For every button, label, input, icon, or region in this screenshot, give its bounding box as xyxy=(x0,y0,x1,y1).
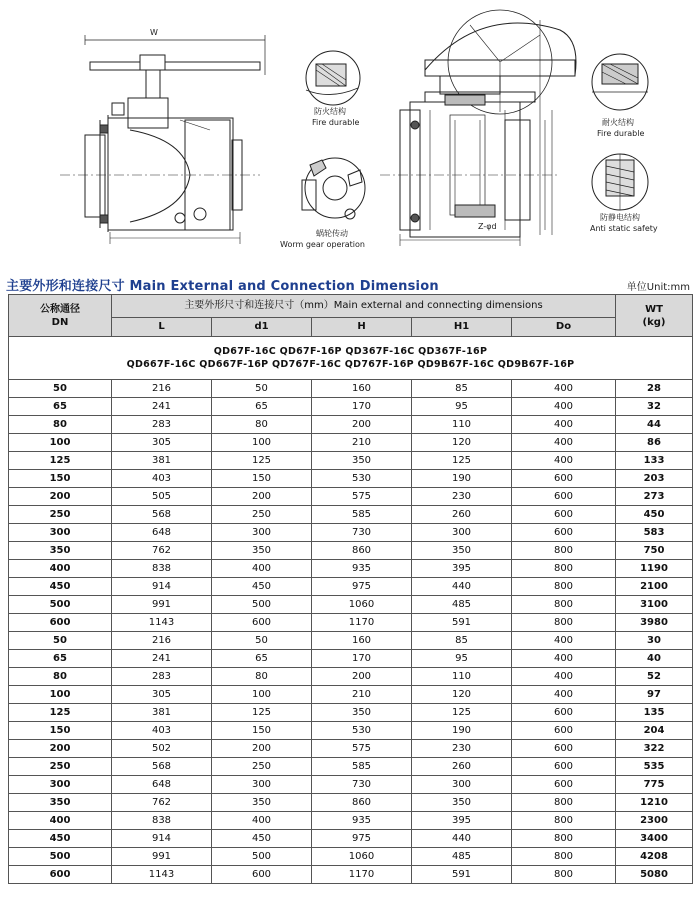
cell-d1: 80 xyxy=(212,416,312,434)
table-row xyxy=(9,398,693,416)
cell-d1: 500 xyxy=(212,848,312,866)
anti-static-en-label: Anti static safety xyxy=(590,224,658,233)
cell-h: 935 xyxy=(312,560,412,578)
cell-h1: 85 xyxy=(412,380,512,398)
cell-h: 860 xyxy=(312,542,412,560)
cell-do: 400 xyxy=(512,380,616,398)
cell-l: 648 xyxy=(112,524,212,542)
cell-dn: 100 xyxy=(9,686,112,704)
cell-l: 381 xyxy=(112,704,212,722)
cell-do: 400 xyxy=(512,434,616,452)
group-header: 主要外形尺寸和连接尺寸（mm）Main external and connecting dimensions xyxy=(112,295,616,318)
cell-l: 1143 xyxy=(112,866,212,884)
cell-dn: 400 xyxy=(9,560,112,578)
wt-header-en: WT xyxy=(645,303,663,315)
cell-wt: 3400 xyxy=(616,830,693,848)
cell-do: 600 xyxy=(512,488,616,506)
cell-d1: 100 xyxy=(212,434,312,452)
table-row xyxy=(9,866,693,884)
cell-h1: 120 xyxy=(412,434,512,452)
cell-do: 800 xyxy=(512,614,616,632)
cell-d1: 250 xyxy=(212,506,312,524)
cell-h: 585 xyxy=(312,506,412,524)
cell-wt: 30 xyxy=(616,632,693,650)
cell-h1: 230 xyxy=(412,488,512,506)
cell-d1: 400 xyxy=(212,812,312,830)
cell-l: 241 xyxy=(112,650,212,668)
cell-h1: 260 xyxy=(412,758,512,776)
cell-wt: 2300 xyxy=(616,812,693,830)
cell-wt: 5080 xyxy=(616,866,693,884)
cell-dn: 200 xyxy=(9,488,112,506)
cell-dn: 250 xyxy=(9,758,112,776)
cell-d1: 150 xyxy=(212,470,312,488)
cell-l: 283 xyxy=(112,416,212,434)
technical-drawings xyxy=(0,0,700,270)
dn-header-cn: 公称通径 xyxy=(40,303,80,315)
cell-do: 800 xyxy=(512,830,616,848)
cell-do: 600 xyxy=(512,470,616,488)
table-row xyxy=(9,848,693,866)
cell-dn: 80 xyxy=(9,668,112,686)
cell-h1: 395 xyxy=(412,560,512,578)
cell-do: 400 xyxy=(512,650,616,668)
cell-h: 975 xyxy=(312,830,412,848)
col-header-d1: d1 xyxy=(212,318,312,337)
cell-h: 170 xyxy=(312,398,412,416)
cell-l: 991 xyxy=(112,848,212,866)
cell-h: 160 xyxy=(312,632,412,650)
cell-do: 400 xyxy=(512,452,616,470)
cell-d1: 150 xyxy=(212,722,312,740)
cell-l: 505 xyxy=(112,488,212,506)
cell-h1: 95 xyxy=(412,398,512,416)
table-row xyxy=(9,542,693,560)
unit-label: 单位Unit:mm xyxy=(626,282,690,293)
cell-wt: 583 xyxy=(616,524,693,542)
cell-dn: 65 xyxy=(9,650,112,668)
wt-header-unit: (kg) xyxy=(642,316,666,328)
cell-wt: 32 xyxy=(616,398,693,416)
cell-dn: 150 xyxy=(9,470,112,488)
models-line-2: QD667F-16C QD667F-16P QD767F-16C QD767F-16P QD9B67F-16C QD9B67F-16P xyxy=(126,359,575,370)
cell-h: 170 xyxy=(312,650,412,668)
cell-dn: 500 xyxy=(9,848,112,866)
cell-l: 762 xyxy=(112,542,212,560)
cell-do: 800 xyxy=(512,542,616,560)
worm-gear-en-label: Worm gear operation xyxy=(280,240,365,249)
cell-h: 210 xyxy=(312,686,412,704)
cell-dn: 100 xyxy=(9,434,112,452)
cell-h1: 190 xyxy=(412,722,512,740)
cell-h: 350 xyxy=(312,704,412,722)
cell-l: 403 xyxy=(112,470,212,488)
cell-l: 1143 xyxy=(112,614,212,632)
cell-d1: 400 xyxy=(212,560,312,578)
cell-wt: 40 xyxy=(616,650,693,668)
cell-do: 800 xyxy=(512,596,616,614)
cell-h: 730 xyxy=(312,776,412,794)
table-row xyxy=(9,650,693,668)
cell-h1: 125 xyxy=(412,704,512,722)
table-row xyxy=(9,686,693,704)
cell-dn: 600 xyxy=(9,614,112,632)
cell-h: 585 xyxy=(312,758,412,776)
cell-h: 210 xyxy=(312,434,412,452)
cell-l: 403 xyxy=(112,722,212,740)
dimension-table xyxy=(8,294,693,884)
cell-h1: 591 xyxy=(412,614,512,632)
cell-do: 600 xyxy=(512,722,616,740)
cell-dn: 300 xyxy=(9,524,112,542)
cell-wt: 4208 xyxy=(616,848,693,866)
cell-d1: 65 xyxy=(212,650,312,668)
fire-durable-en-label: Fire durable xyxy=(312,118,360,127)
table-row xyxy=(9,812,693,830)
cell-wt: 203 xyxy=(616,470,693,488)
cell-wt: 1210 xyxy=(616,794,693,812)
table-row xyxy=(9,452,693,470)
table-row xyxy=(9,416,693,434)
cell-l: 241 xyxy=(112,398,212,416)
cell-l: 914 xyxy=(112,578,212,596)
cell-do: 800 xyxy=(512,848,616,866)
cell-dn: 50 xyxy=(9,632,112,650)
cell-d1: 200 xyxy=(212,740,312,758)
table-row xyxy=(9,830,693,848)
dim-z-label: Z-φd xyxy=(478,222,497,231)
table-row xyxy=(9,470,693,488)
cell-wt: 450 xyxy=(616,506,693,524)
cell-dn: 300 xyxy=(9,776,112,794)
anti-static-cn-label: 防静电结构 xyxy=(600,213,640,222)
cell-dn: 125 xyxy=(9,452,112,470)
table-row xyxy=(9,614,693,632)
cell-wt: 133 xyxy=(616,452,693,470)
cell-wt: 135 xyxy=(616,704,693,722)
table-row xyxy=(9,794,693,812)
cell-l: 648 xyxy=(112,776,212,794)
cell-h1: 485 xyxy=(412,596,512,614)
cell-do: 400 xyxy=(512,668,616,686)
cell-d1: 250 xyxy=(212,758,312,776)
fire-durable-cn-label: 防火结构 xyxy=(314,107,346,116)
cell-l: 305 xyxy=(112,434,212,452)
cell-l: 838 xyxy=(112,560,212,578)
cell-wt: 1190 xyxy=(616,560,693,578)
cell-do: 800 xyxy=(512,866,616,884)
table-row xyxy=(9,434,693,452)
cell-h1: 120 xyxy=(412,686,512,704)
cell-dn: 350 xyxy=(9,542,112,560)
cell-do: 600 xyxy=(512,758,616,776)
cell-do: 800 xyxy=(512,812,616,830)
models-row xyxy=(9,337,693,380)
cell-d1: 500 xyxy=(212,596,312,614)
cell-l: 568 xyxy=(112,506,212,524)
cell-dn: 250 xyxy=(9,506,112,524)
col-header-h: H xyxy=(312,318,412,337)
cell-l: 502 xyxy=(112,740,212,758)
cell-h: 730 xyxy=(312,524,412,542)
cell-d1: 300 xyxy=(212,524,312,542)
cell-wt: 86 xyxy=(616,434,693,452)
cell-dn: 350 xyxy=(9,794,112,812)
table-row xyxy=(9,380,693,398)
cell-h: 530 xyxy=(312,722,412,740)
cell-h1: 110 xyxy=(412,416,512,434)
cell-l: 216 xyxy=(112,380,212,398)
cell-h1: 300 xyxy=(412,524,512,542)
cell-d1: 125 xyxy=(212,704,312,722)
table-header xyxy=(9,295,693,337)
cell-d1: 50 xyxy=(212,380,312,398)
cell-d1: 600 xyxy=(212,866,312,884)
cell-d1: 100 xyxy=(212,686,312,704)
cell-h: 975 xyxy=(312,578,412,596)
cell-h: 860 xyxy=(312,794,412,812)
cell-l: 762 xyxy=(112,794,212,812)
cell-do: 600 xyxy=(512,506,616,524)
section-title: 主要外形和连接尺寸 Main External and Connection Dimension xyxy=(6,279,439,294)
dn-header xyxy=(9,295,112,337)
cell-do: 800 xyxy=(512,578,616,596)
models-line-1: QD67F-16C QD67F-16P QD367F-16C QD367F-16P xyxy=(213,346,488,357)
table-row xyxy=(9,596,693,614)
cell-l: 283 xyxy=(112,668,212,686)
cell-h1: 440 xyxy=(412,578,512,596)
col-header-l: L xyxy=(112,318,212,337)
table-row xyxy=(9,758,693,776)
cell-wt: 3980 xyxy=(616,614,693,632)
cell-h: 575 xyxy=(312,740,412,758)
cell-wt: 204 xyxy=(616,722,693,740)
table-row xyxy=(9,488,693,506)
cell-wt: 322 xyxy=(616,740,693,758)
cell-do: 400 xyxy=(512,416,616,434)
cell-dn: 65 xyxy=(9,398,112,416)
cell-l: 914 xyxy=(112,830,212,848)
cell-h: 160 xyxy=(312,380,412,398)
cell-do: 600 xyxy=(512,776,616,794)
cell-h: 200 xyxy=(312,668,412,686)
cell-h: 935 xyxy=(312,812,412,830)
dim-w-label: W xyxy=(150,28,158,37)
cell-do: 600 xyxy=(512,704,616,722)
cell-h1: 350 xyxy=(412,794,512,812)
table-row xyxy=(9,506,693,524)
cell-d1: 65 xyxy=(212,398,312,416)
cell-h: 1060 xyxy=(312,596,412,614)
cell-dn: 400 xyxy=(9,812,112,830)
cell-h1: 95 xyxy=(412,650,512,668)
cell-do: 600 xyxy=(512,740,616,758)
cell-wt: 28 xyxy=(616,380,693,398)
cell-h1: 485 xyxy=(412,848,512,866)
cell-d1: 450 xyxy=(212,830,312,848)
table-body xyxy=(9,337,693,884)
cell-wt: 535 xyxy=(616,758,693,776)
table-row xyxy=(9,776,693,794)
cell-d1: 350 xyxy=(212,542,312,560)
cell-h1: 300 xyxy=(412,776,512,794)
cell-d1: 450 xyxy=(212,578,312,596)
cell-h1: 440 xyxy=(412,830,512,848)
cell-dn: 150 xyxy=(9,722,112,740)
cell-d1: 50 xyxy=(212,632,312,650)
cell-h1: 85 xyxy=(412,632,512,650)
table-row xyxy=(9,722,693,740)
table-row xyxy=(9,704,693,722)
cell-h1: 395 xyxy=(412,812,512,830)
cell-do: 400 xyxy=(512,686,616,704)
cell-l: 991 xyxy=(112,596,212,614)
cell-h: 200 xyxy=(312,416,412,434)
cell-h: 1060 xyxy=(312,848,412,866)
cell-h1: 230 xyxy=(412,740,512,758)
cell-l: 216 xyxy=(112,632,212,650)
worm-gear-cn-label: 蜗轮传动 xyxy=(316,229,348,238)
wt-header xyxy=(616,295,693,337)
cell-l: 838 xyxy=(112,812,212,830)
cell-do: 800 xyxy=(512,794,616,812)
models-cell xyxy=(9,337,693,380)
cell-l: 381 xyxy=(112,452,212,470)
table-row xyxy=(9,632,693,650)
cell-wt: 775 xyxy=(616,776,693,794)
cell-h: 575 xyxy=(312,488,412,506)
cell-d1: 600 xyxy=(212,614,312,632)
cell-dn: 450 xyxy=(9,830,112,848)
cell-dn: 500 xyxy=(9,596,112,614)
cell-h1: 125 xyxy=(412,452,512,470)
cell-h1: 190 xyxy=(412,470,512,488)
fire-durable2-en-label: Fire durable xyxy=(597,129,645,138)
cell-h1: 110 xyxy=(412,668,512,686)
cell-wt: 3100 xyxy=(616,596,693,614)
cell-h1: 350 xyxy=(412,542,512,560)
col-header-do: Do xyxy=(512,318,616,337)
cell-h: 1170 xyxy=(312,866,412,884)
cell-dn: 80 xyxy=(9,416,112,434)
cell-dn: 200 xyxy=(9,740,112,758)
cell-dn: 125 xyxy=(9,704,112,722)
cell-wt: 750 xyxy=(616,542,693,560)
fire-durable2-cn-label: 耐火结构 xyxy=(602,118,634,127)
cell-d1: 300 xyxy=(212,776,312,794)
cell-dn: 600 xyxy=(9,866,112,884)
cell-l: 305 xyxy=(112,686,212,704)
cell-dn: 450 xyxy=(9,578,112,596)
cell-wt: 44 xyxy=(616,416,693,434)
cell-d1: 125 xyxy=(212,452,312,470)
cell-dn: 50 xyxy=(9,380,112,398)
cell-d1: 200 xyxy=(212,488,312,506)
cell-h1: 591 xyxy=(412,866,512,884)
cell-l: 568 xyxy=(112,758,212,776)
table-row xyxy=(9,740,693,758)
col-header-h1: H1 xyxy=(412,318,512,337)
table-row xyxy=(9,560,693,578)
dn-header-en: DN xyxy=(51,316,69,328)
cell-d1: 80 xyxy=(212,668,312,686)
cell-wt: 97 xyxy=(616,686,693,704)
table-row xyxy=(9,578,693,596)
cell-d1: 350 xyxy=(212,794,312,812)
cell-do: 800 xyxy=(512,560,616,578)
table-row xyxy=(9,524,693,542)
cell-do: 400 xyxy=(512,398,616,416)
cell-wt: 52 xyxy=(616,668,693,686)
cell-h: 350 xyxy=(312,452,412,470)
cell-wt: 2100 xyxy=(616,578,693,596)
cell-wt: 273 xyxy=(616,488,693,506)
cell-h1: 260 xyxy=(412,506,512,524)
cell-h: 1170 xyxy=(312,614,412,632)
cell-do: 400 xyxy=(512,632,616,650)
table-row xyxy=(9,668,693,686)
cell-h: 530 xyxy=(312,470,412,488)
cell-do: 600 xyxy=(512,524,616,542)
